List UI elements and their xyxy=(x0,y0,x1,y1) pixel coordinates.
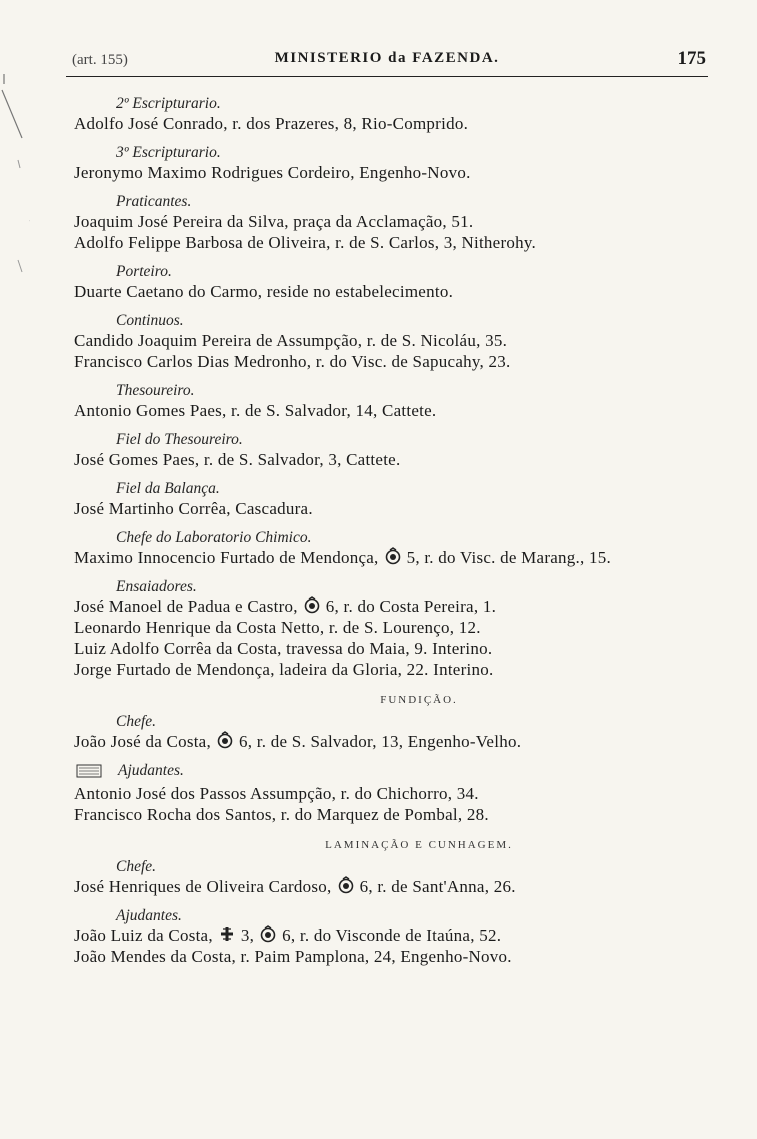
entry xyxy=(74,731,724,752)
entry: Antonio José dos Passos Assumpção, r. do Chichorro, 34. xyxy=(74,784,479,803)
entry-name: José Manoel de Padua e Castro, xyxy=(74,597,298,616)
entry xyxy=(74,876,724,897)
entry: Francisco Rocha dos Santos, r. do Marquez de Pombal, 28. xyxy=(74,805,489,824)
section xyxy=(74,311,724,372)
entry: Luiz Adolfo Corrêa da Costa, travessa do Maia, 9. Interino. xyxy=(74,639,493,658)
header-title: MINISTERIO da FAZENDA. xyxy=(274,50,500,66)
entry xyxy=(74,925,724,946)
order-badge-icon xyxy=(338,876,354,894)
entry: Jorge Furtado de Mendonça, ladeira da Gloria, 22. Interino. xyxy=(74,660,494,679)
section-title: Thesoureiro. xyxy=(116,382,195,399)
entry: Leonardo Henrique da Costa Netto, r. de S. Lourenço, 12. xyxy=(74,618,481,637)
order-badge-icon xyxy=(217,731,233,749)
page-header xyxy=(66,48,708,77)
section xyxy=(74,143,724,183)
fundicao-heading: FUNDIÇÃO. xyxy=(380,694,458,706)
entry-name: Maximo Innocencio Furtado de Mendonça, xyxy=(74,548,379,567)
entry: José Gomes Paes, r. de S. Salvador, 3, Cattete. xyxy=(74,450,401,469)
section xyxy=(74,712,724,752)
entry-detail: 3, xyxy=(240,926,255,945)
page-number: 175 xyxy=(677,48,706,69)
entry-detail: 6, r. de Sant'Anna, 26. xyxy=(359,877,516,896)
entry: Antonio Gomes Paes, r. de S. Salvador, 14, Cattete. xyxy=(74,401,437,420)
section xyxy=(74,381,724,421)
entry-name: José Henriques de Oliveira Cardoso, xyxy=(74,877,332,896)
entry: Candido Joaquim Pereira de Assumpção, r. de S. Nicoláu, 35. xyxy=(74,331,508,350)
section-title: 2º Escripturario. xyxy=(116,95,221,112)
order-badge-icon xyxy=(385,547,401,565)
stamp-icon xyxy=(76,764,102,783)
section-title: Chefe do Laboratorio Chimico. xyxy=(116,529,312,546)
entry-detail: 6, r. do Costa Pereira, 1. xyxy=(325,597,497,616)
entry: Adolfo Felippe Barbosa de Oliveira, r. de S. Carlos, 3, Nitherohy. xyxy=(74,233,537,252)
section-title: Ensaiadores. xyxy=(116,578,197,595)
entry: Duarte Caetano do Carmo, reside no estabelecimento. xyxy=(74,282,454,301)
entry-name: João Luiz da Costa, xyxy=(74,926,213,945)
section-title: Praticantes. xyxy=(116,193,192,210)
entry: José Martinho Corrêa, Cascadura. xyxy=(74,499,313,518)
section-title: Fiel da Balança. xyxy=(116,480,220,497)
section xyxy=(74,857,724,897)
section xyxy=(74,94,724,134)
cross-badge-icon xyxy=(219,925,235,943)
entry-name: João José da Costa, xyxy=(74,732,211,751)
section xyxy=(74,577,724,680)
page-content xyxy=(74,94,724,976)
section xyxy=(74,262,724,302)
order-badge-icon xyxy=(304,596,320,614)
section-title: Chefe. xyxy=(116,858,157,875)
entry xyxy=(74,547,724,568)
section-title: 3º Escripturario. xyxy=(116,144,221,161)
entry: João Mendes da Costa, r. Paim Pamplona, 24, Engenho-Novo. xyxy=(74,947,512,966)
section-title: Chefe. xyxy=(116,713,157,730)
entry: Jeronymo Maximo Rodrigues Cordeiro, Engenho-Novo. xyxy=(74,163,471,182)
header-article: (art. 155) xyxy=(72,52,128,68)
section-title: Continuos. xyxy=(116,312,184,329)
section-title-text: Ajudantes. xyxy=(118,762,184,779)
entry: Joaquim José Pereira da Silva, praça da Acclamação, 51. xyxy=(74,212,474,231)
entry-detail: 6, r. do Visconde de Itaúna, 52. xyxy=(282,926,502,945)
section xyxy=(74,906,724,967)
section-title: Ajudantes. xyxy=(116,907,182,924)
section-title: Fiel do Thesoureiro. xyxy=(116,431,243,448)
entry xyxy=(74,596,724,617)
section xyxy=(74,192,724,253)
section xyxy=(74,528,724,568)
entry-detail: 6, r. de S. Salvador, 13, Engenho-Velho. xyxy=(238,732,522,751)
margin-marks xyxy=(0,60,30,320)
laminacao-heading: LAMINAÇÃO E CUNHAGEM. xyxy=(325,839,513,851)
section-title xyxy=(74,761,724,783)
entry-detail: 5, r. do Visc. de Marang., 15. xyxy=(406,548,612,567)
entry: Adolfo José Conrado, r. dos Prazeres, 8, Rio-Comprido. xyxy=(74,114,469,133)
section xyxy=(74,430,724,470)
section xyxy=(74,479,724,519)
section xyxy=(74,761,724,825)
section-title: Porteiro. xyxy=(116,263,172,280)
order-badge-icon xyxy=(260,925,276,943)
entry: Francisco Carlos Dias Medronho, r. do Visc. de Sapucahy, 23. xyxy=(74,352,511,371)
